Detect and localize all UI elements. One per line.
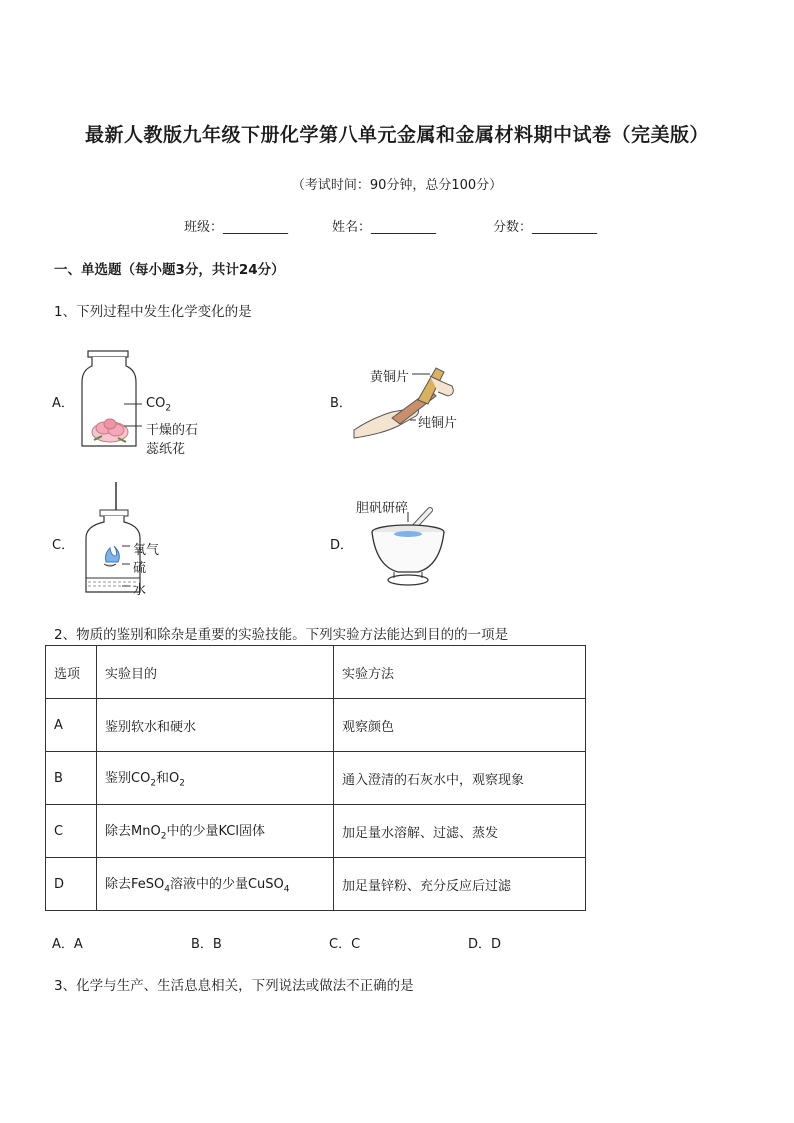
section-heading: 一、单选题（每小题3分，共计24分） [54,262,285,278]
q2-answer-c: C．C [329,937,361,952]
table-row [46,699,586,752]
copper-label: 纯铜片 [418,416,458,431]
table-header-row [46,646,586,699]
header-method: 实验方法 [334,646,586,699]
row-option: D [46,858,97,911]
row-method: 加足量水溶解、过滤、蒸发 [334,805,586,858]
q2-answer-a: A．A [52,937,83,952]
mortar-figure [368,508,448,588]
question-2-text: 2、物质的鉴别和除杂是重要的实验技能。下列实验方法能达到目的的一项是 [54,627,509,643]
row-option: B [46,752,97,805]
q1-option-d-label: D． [330,538,354,553]
sulfur-label: 硫 [133,561,147,576]
row-method: 观察颜色 [334,699,586,752]
class-field: 班级：__________ [184,220,289,235]
row-goal: 鉴别$CO_2$和$O_2$ [97,752,334,805]
header-goal: 实验目的 [97,646,334,699]
row-option: A [46,699,97,752]
brass-label: 黄铜片 [370,370,410,385]
q2-answer-d: D．D [468,937,502,952]
q1-option-a-label: A． [52,396,74,411]
row-goal: 鉴别软水和硬水 [97,699,334,752]
table-row [46,858,586,911]
experiment-table [45,645,586,911]
table-row [46,805,586,858]
row-method: 加足量锌粉、充分反应后过滤 [334,858,586,911]
question-3-text: 3、化学与生产、生活息息相关，下列说法或做法不正确的是 [54,978,414,994]
table-row [46,752,586,805]
water-label: 水 [133,583,147,598]
question-1-text: 1、下列过程中发生化学变化的是 [54,304,252,320]
litmus-flower-label-1: 干燥的石 [146,423,199,438]
q1-option-c-label: C． [52,538,75,553]
row-option: C [46,805,97,858]
header-option: 选项 [46,646,97,699]
row-goal: 除去FeSO$_4$溶液中的少量CuSO$_4$ [97,858,334,911]
litmus-flower-label-2: 蕊纸花 [146,442,186,457]
co2-label: $CO_2$ [146,396,172,414]
q2-answer-b: B．B [191,937,222,952]
q1-option-b-label: B． [330,396,352,411]
oxygen-label: 氧气 [133,543,160,558]
name-field: 姓名：__________ [332,220,437,235]
grind-label: 胆矾研碎 [356,501,409,516]
row-method: 通入澄清的石灰水中，观察现象 [334,752,586,805]
page-title: 最新人教版九年级下册化学第八单元金属和金属材料期中试卷（完美版） [84,124,709,146]
row-goal: 除去MnO$_2$中的少量KCl固体 [97,805,334,858]
exam-subtitle: （考试时间：90分钟，总分100分） [291,178,503,193]
sulfur-burning-figure [80,482,140,597]
score-field: 分数：__________ [493,220,598,235]
